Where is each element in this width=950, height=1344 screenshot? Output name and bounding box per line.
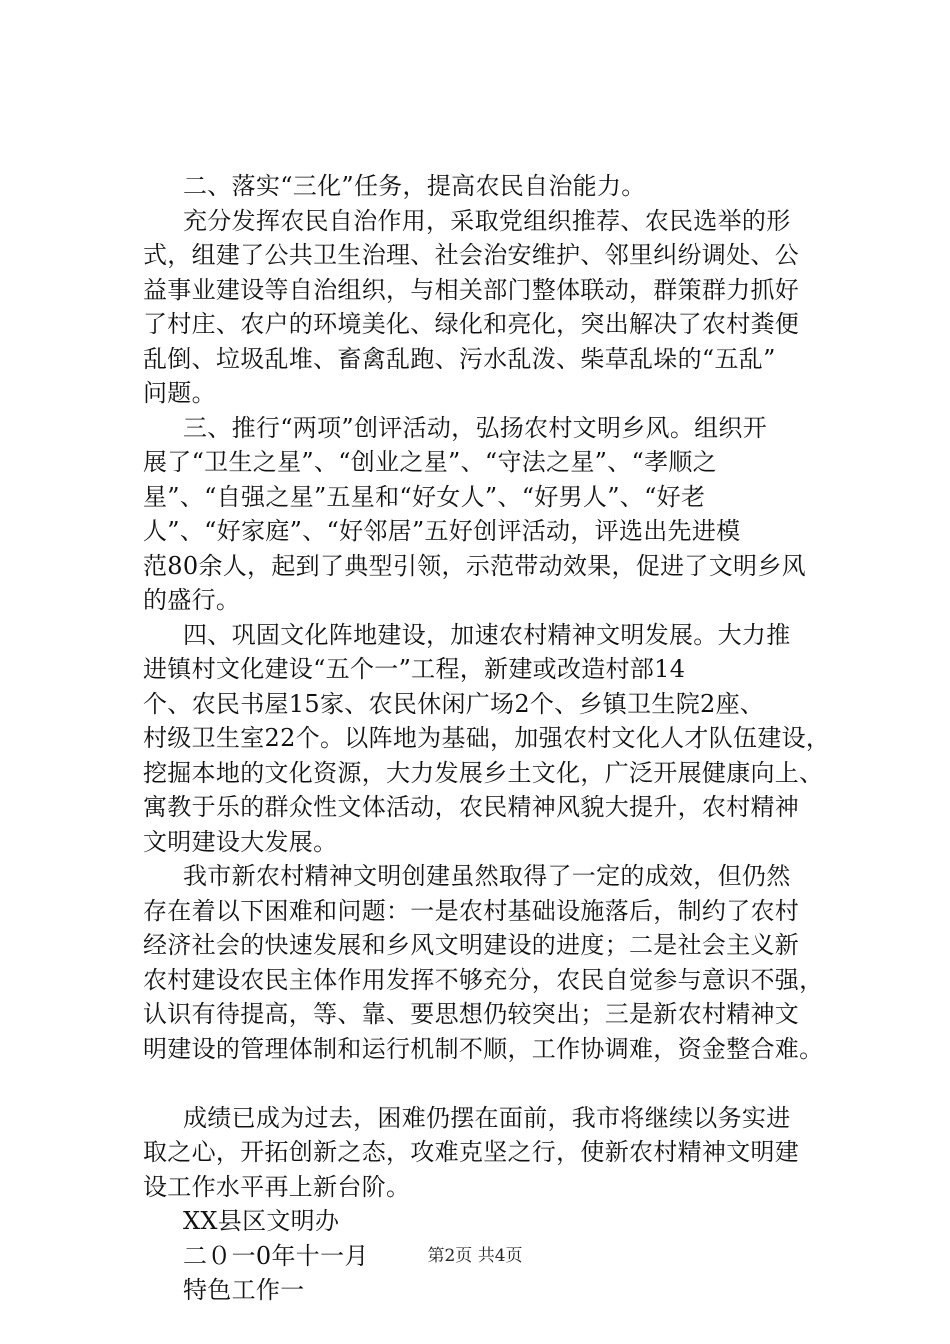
paragraph-line: 展了“卫生之星”、“创业之星”、“守法之星”、“孝顺之: [143, 448, 717, 476]
paragraph-line: 充分发挥农民自治作用，采取党组织推荐、农民选举的形: [183, 206, 791, 235]
paragraph-line: 星”、“自强之星”五星和“好女人”、“好男人”、“好老: [143, 482, 706, 511]
signature-organization: XX县区文明办: [183, 1207, 340, 1235]
paragraph-line: 农村建设农民主体作用发挥不够充分，农民自觉参与意识不强，: [143, 965, 824, 994]
paragraph-line: 了村庄、农户的环境美化、绿化和亮化，突出解决了农村粪便: [143, 310, 800, 338]
paragraph-line: 挖掘本地的文化资源，大力发展乡土文化，广泛开展健康向上、: [143, 758, 824, 787]
section-heading-two: 二、落实“三化”任务，提高农民自治能力。: [183, 172, 646, 200]
paragraph-line: 寓教于乐的群众性文体活动，农民精神风貌大提升，农村精神: [143, 793, 800, 821]
section-heading-four: 四、巩固文化阵地建设，加速农村精神文明发展。大力推: [183, 620, 791, 649]
paragraph-line: 村级卫生室22个。以阵地为基础，加强农村文化人才队伍建设，: [143, 724, 831, 752]
page-number-footer: 第2页 共4页: [427, 1246, 523, 1266]
paragraph-line: 范80余人，起到了典型引领，示范带动效果，促进了文明乡风: [143, 551, 806, 580]
paragraph-line: 益事业建设等自治组织，与相关部门整体联动，群策群力抓好: [143, 275, 800, 304]
paragraph-line: 进镇村文化建设“五个一”工程，新建或改造村部14: [143, 655, 686, 683]
paragraph-line: 取之心，开拓创新之态，攻难克坚之行，使新农村精神文明建: [143, 1138, 800, 1166]
paragraph-line: 式，组建了公共卫生治理、社会治安维护、邻里纠纷调处、公: [143, 241, 800, 269]
paragraph-line: 个、农民书屋15家、农民休闲广场2个、乡镇卫生院2座、: [143, 689, 765, 718]
section-heading-three: 三、推行“两项”创评活动，弘扬农村文明乡风。组织开: [183, 413, 768, 442]
paragraph-line: 设工作水平再上新台阶。: [143, 1172, 411, 1201]
paragraph-line: 的盛行。: [143, 586, 241, 614]
paragraph-line: 人”、“好家庭”、“好邻居”五好创评活动，评选出先进模: [143, 517, 741, 545]
paragraph-line: 文明建设大发展。: [143, 827, 338, 856]
paragraph-line: 经济社会的快速发展和乡风文明建设的进度；二是社会主义新: [143, 931, 800, 959]
paragraph-line: 认识有待提高，等、靠、要思想仍较突出；三是新农村精神文: [143, 1000, 800, 1028]
paragraph-line: 问题。: [143, 379, 216, 407]
paragraph-line: 存在着以下困难和问题：一是农村基础设施落后，制约了农村: [143, 896, 800, 925]
paragraph-line: 乱倒、垃圾乱堆、畜禽乱跑、污水乱泼、柴草乱垛的“五乱”: [143, 344, 776, 373]
blank-line: [143, 1066, 863, 1101]
signature-date: 二０一0年十一月: [183, 1241, 369, 1270]
next-section-title: 特色工作一: [183, 1276, 305, 1304]
document-body: [143, 169, 863, 1308]
paragraph-line: 成绩已成为过去，困难仍摆在面前，我市将继续以务实进: [183, 1103, 791, 1132]
paragraph-line: 我市新农村精神文明创建虽然取得了一定的成效，但仍然: [183, 862, 791, 890]
paragraph-line: 明建设的管理体制和运行机制不顺，工作协调难，资金整合难。: [143, 1034, 824, 1063]
